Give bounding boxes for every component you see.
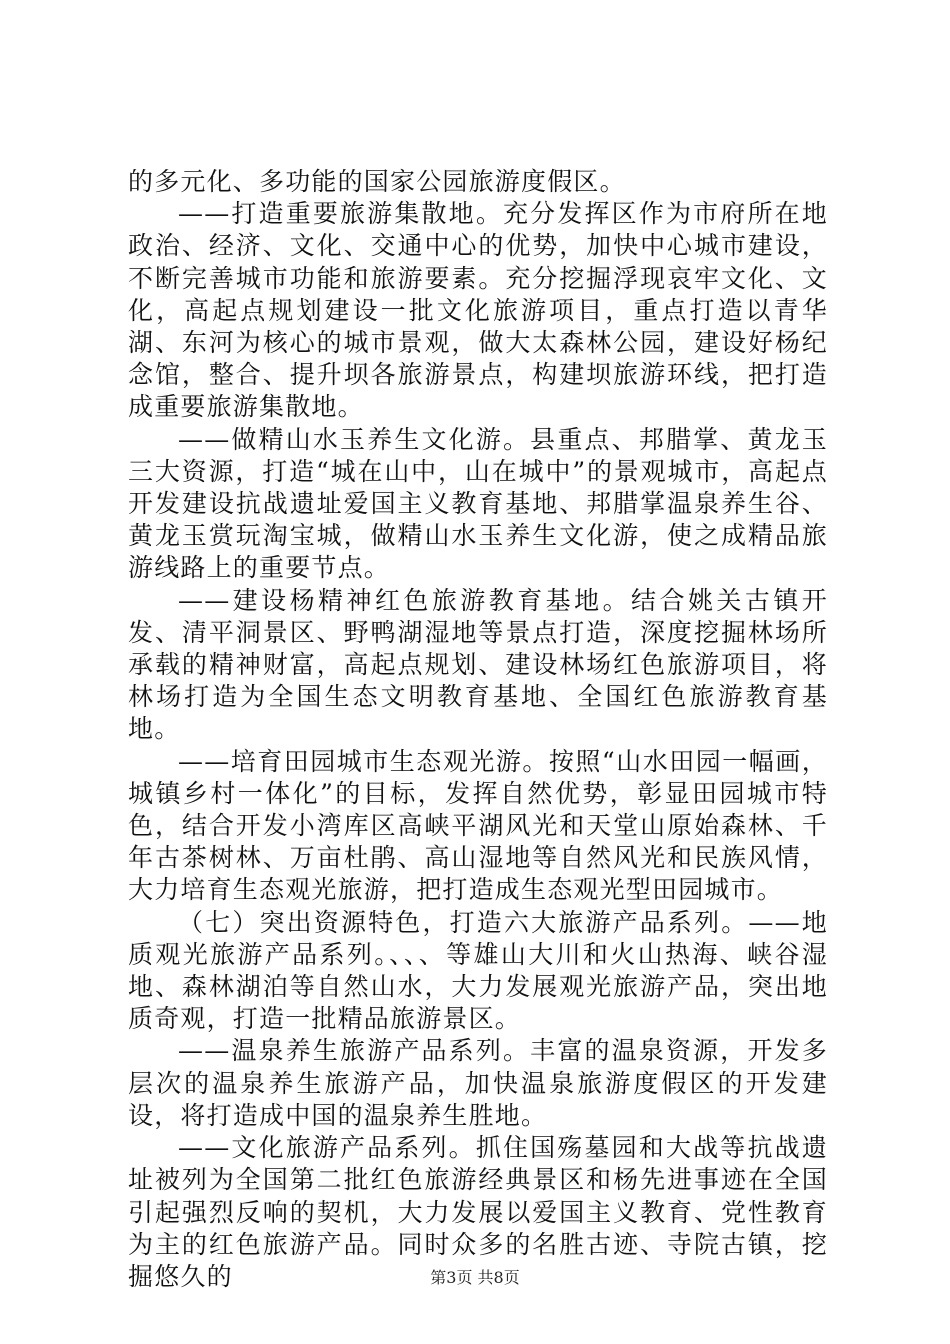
paragraph-wellness-culture: ——做精山水玉养生文化游。县重点、邦腊掌、黄龙玉三大资源，打造“城在山中，山在城中”的景观城市，高起点开发建设抗战遗址爱国主义教育基地、邦腊掌温泉养生谷、黄龙玉赏玩淘宝城，做精山水玉养生文化游，使之成精品旅游线路上的重要节点。	[128, 424, 828, 583]
document-body	[128, 166, 828, 1293]
paragraph-cultural-tourism: ——文化旅游产品系列。抓住国殇墓园和大战等抗战遗址被列为全国第二批红色旅游经典景区和杨先进事迹在全国引起强烈反响的契机，大力发展以爱国主义教育、党性教育为主的红色旅游产品。同时众多的名胜古迹、寺院古镇，挖掘悠久的	[128, 1133, 828, 1291]
paragraph-product-series: （七）突出资源特色，打造六大旅游产品系列。——地质观光旅游产品系列。、、、等雄山大川和火山热海、峡谷湿地、森林湖泊等自然山水，大力发展观光旅游产品，突出地质奇观，打造一批精品旅游景区。	[128, 907, 828, 1034]
paragraph-hot-spring: ——温泉养生旅游产品系列。丰富的温泉资源，开发多层次的温泉养生旅游产品，加快温泉旅游度假区的开发建设，将打造成中国的温泉养生胜地。	[128, 1036, 828, 1130]
paragraph-eco-sightseeing: ——培育田园城市生态观光游。按照“山水田园一幅画，城镇乡村一体化”的目标，发挥自然优势，彰显田园城市特色，结合开发小湾库区高峡平湖风光和天堂山原始森林、千年古茶树林、万亩杜鹃、高山湿地等自然风光和民族风情，大力培育生态观光旅游，把打造成生态观光型田园城市。	[128, 746, 828, 905]
page-footer	[0, 1268, 950, 1288]
page-number: 第3页 共8页	[430, 1268, 520, 1287]
paragraph-continuation: 的多元化、多功能的国家公园旅游度假区。	[128, 167, 626, 196]
paragraph-red-tourism-base: ——建设杨精神红色旅游教育基地。结合姚关古镇开发、清平洞景区、野鸭湖湿地等景点打造，深度挖掘林场所承载的精神财富，高起点规划、建设林场红色旅游项目，将林场打造为全国生态文明教育基地、全国红色旅游教育基地。	[128, 585, 828, 744]
paragraph-tourism-hub: ——打造重要旅游集散地。充分发挥区作为市府所在地政治、经济、文化、交通中心的优势，加快中心城市建设，不断完善城市功能和旅游要素。充分挖掘浮现哀牢文化、文化，高起点规划建设一批文化旅游项目，重点打造以青华湖、东河为核心的城市景观，做大太森林公园，建设好杨纪念馆，整合、提升坝各旅游景点，构建坝旅游环线，把打造成重要旅游集散地。	[128, 199, 828, 422]
